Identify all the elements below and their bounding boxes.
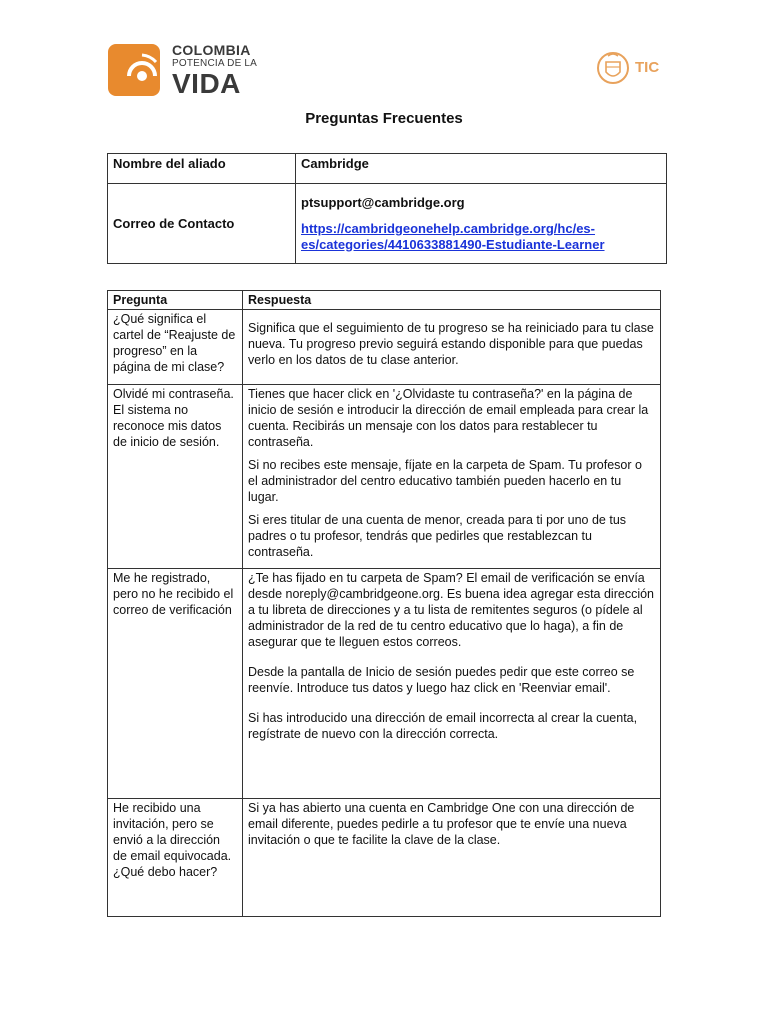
table-row — [108, 799, 661, 917]
partner-name-value: Cambridge — [296, 154, 667, 184]
partner-row-name — [108, 154, 667, 184]
contact-email: ptsupport@cambridge.org — [301, 194, 465, 210]
colombia-potencia-logo — [108, 42, 258, 98]
table-row — [108, 310, 661, 385]
answer-paragraph: Desde la pantalla de Inicio de sesión puedes pedir que este correo se reenvíe. Introduce tus datos y luego haz click en 'Reenviar email'. — [248, 665, 635, 695]
contact-label: Correo de Contacto — [108, 184, 296, 264]
table-row — [108, 569, 661, 799]
partner-name-label: Nombre del aliado — [108, 154, 296, 184]
answer-cell — [243, 569, 661, 799]
broadcast-logo-icon — [108, 44, 160, 96]
answer-paragraph: Si no recibes este mensaje, fíjate en la carpeta de Spam. Tu profesor o el administrador del centro educativo también pueden hacerlo en tu lugar. — [248, 458, 642, 504]
partner-info-table — [107, 153, 667, 264]
answer-paragraph: Si eres titular de una cuenta de menor, creada para ti por uno de tus padres o tu profesor, tendrás que pedirles que restablezcan tu contraseña. — [248, 513, 627, 559]
answer-paragraph: ¿Te has fijado en tu carpeta de Spam? El email de verificación se envía desde noreply@cambridgeone.org. Es buena idea agregar esta dirección a tu libreta de direcciones y a tu lista de remitentes seguros (o pídele al administrador de la red de tu centro educativo que lo haga), a fin de asegurar que te lleguen estos correos. — [248, 571, 654, 649]
answer-cell — [243, 310, 661, 385]
faq-header-row — [108, 291, 661, 310]
logo-line-2: POTENCIA DE LA — [172, 58, 258, 69]
question-cell: Olvidé mi contraseña. El sistema no reconoce mis datos de inicio de sesión. — [108, 385, 243, 569]
header-answer: Respuesta — [243, 291, 661, 310]
answer-paragraph: Si has introducido una dirección de email incorrecta al crear la cuenta, regístrate de nuevo con la dirección correcta. — [248, 711, 638, 741]
help-link-line-2[interactable]: es/categories/4410633881490-Estudiante-Learner — [301, 236, 605, 252]
question-cell: He recibido una invitación, pero se envió a la dirección de email equivocada. ¿Qué debo hacer? — [108, 799, 243, 917]
answer-cell — [243, 799, 661, 917]
partner-row-contact — [108, 184, 667, 264]
help-link-line-1[interactable]: https://cambridgeonehelp.cambridge.org/hc/es- — [301, 220, 595, 236]
logo-line-1: COLOMBIA — [172, 42, 251, 58]
answer-cell — [243, 385, 661, 569]
answer-paragraph: Tienes que hacer click en '¿Olvidaste tu contraseña?' en la página de inicio de sesión e introducir la dirección de email empleada para crear la cuenta. Recibirás un mensaje con los datos para restablecer tu contraseña. — [248, 387, 649, 449]
question-cell: Me he registrado, pero no he recibido el correo de verificación — [108, 569, 243, 799]
contact-value — [296, 184, 667, 264]
answer-paragraph: Si ya has abierto una cuenta en Cambridge One con una dirección de email diferente, puedes pedirle a tu profesor que te envíe una nueva invitación o que te facilite la clave de la clase. — [248, 801, 635, 847]
answer-paragraph: Significa que el seguimiento de tu progreso se ha reiniciado para tu clase nueva. Tu progreso previo seguirá estando disponible para que puedas verlo en los datos de tu clase anterior. — [248, 320, 654, 367]
tic-label: TIC — [635, 59, 660, 76]
table-row — [108, 385, 661, 569]
page-title: Preguntas Frecuentes — [305, 110, 463, 127]
question-cell: ¿Qué significa el cartel de “Reajuste de progreso” en la página de mi clase? — [108, 310, 243, 385]
help-link[interactable] — [301, 221, 661, 253]
header-question: Pregunta — [108, 291, 243, 310]
coat-of-arms-icon — [596, 50, 630, 86]
logo-line-3: VIDA — [172, 68, 241, 99]
faq-table — [107, 290, 661, 917]
tic-logo — [596, 50, 666, 88]
